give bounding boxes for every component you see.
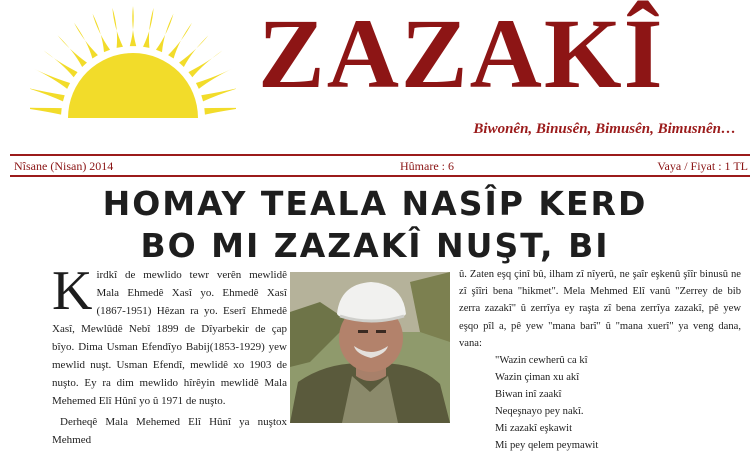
issue-price: Vaya / Fiyat : 1 TL [657,159,748,173]
poem-line: Mi zazakî eşkawit [495,423,573,435]
sun-ray [33,68,70,89]
red-rule [10,153,750,174]
poem-line: "Wazin cewherû ca kî [495,355,588,367]
sun-ray [156,14,173,53]
sun-ray [74,23,98,59]
article-paragraph: irdkî de mewlido tewr verên mewlidê Mala Ehmedê Xasî yo. Ehmedê Xasî (1867-1951) Hêzan ra yo. Eserî Ehmedê Xasî, Mewlûdê Nebî 1899 de Dîyarbekir de çap bîyo. Dima Usman Efendîyo Babij(1853-1929) yew mewlid nuşt. Usman Efendî, mewlidê xo 1903 de nuşto. Ey ra dim mewlido hîrêyin mewlidê Mala Mehemed Elî Hûnî yo û 1971 de nuşto. [52,269,287,407]
sun-ray [179,35,208,67]
poem-line: Biwan inî zaakî [495,389,562,401]
masthead [0,0,750,152]
issue-date: Nîsane (Nisan) 2014 [14,159,114,173]
sun-ray [112,8,123,48]
issue-info-bar [0,153,750,174]
sun-ray [188,51,222,78]
headline-line-2: BO MI ZAZAKÎ NUŞT, BI [140,226,610,265]
tagline: Biwonên, Binusên, Bimusên, Bimusnên… [473,121,736,137]
sun-logo-icon [30,2,236,118]
sun-ray [93,14,110,53]
sun-ray [44,51,78,78]
headline-line-1: HOMAY TEALA NASÎP KERD [102,184,648,223]
sun-ray [143,8,154,48]
sun-ray [58,35,87,67]
portrait-photo [290,272,450,423]
sun-ray [30,108,62,115]
article-paragraph: û. Zaten eşq çinî bû, ilham zî nîyerû, ne şaîr eşkenû şîîr binusû ne zî şîîri bena "hikmet". Mela Mehmed Elî vanû "Zerrey de bib zerra zazakî" û zerrîya ey raşta zî bena zerrîya zazakî, pê yew eşqo pîl a, pê yew "mana barî" û "mana xuerî" ya veng dana, vana: [459,269,741,349]
article-left-column [52,260,287,449]
drop-cap: K [52,260,93,322]
sun-ray [204,108,236,115]
divider-rule [10,175,750,177]
article-paragraph: Derheqê Mala Mehemed Elî Hûnî ya nuştox Mehmed [52,416,287,446]
poem-verse [459,352,741,454]
sun-ray [168,23,192,59]
article-right-column [459,266,741,454]
issue-number: Hûmare : 6 [400,159,454,173]
poem-line: Wazin çiman xu akî [495,372,580,384]
sun-ray [130,6,136,46]
poem-line: Mi pey qelem peymawit [495,440,599,452]
sun-ray [30,87,65,101]
newspaper-title: ZAZAKÎ [258,0,665,109]
sun-ray [196,68,233,89]
sun-ray [201,87,236,101]
poem-line: Neqeşnayo pey nakî. [495,406,584,418]
